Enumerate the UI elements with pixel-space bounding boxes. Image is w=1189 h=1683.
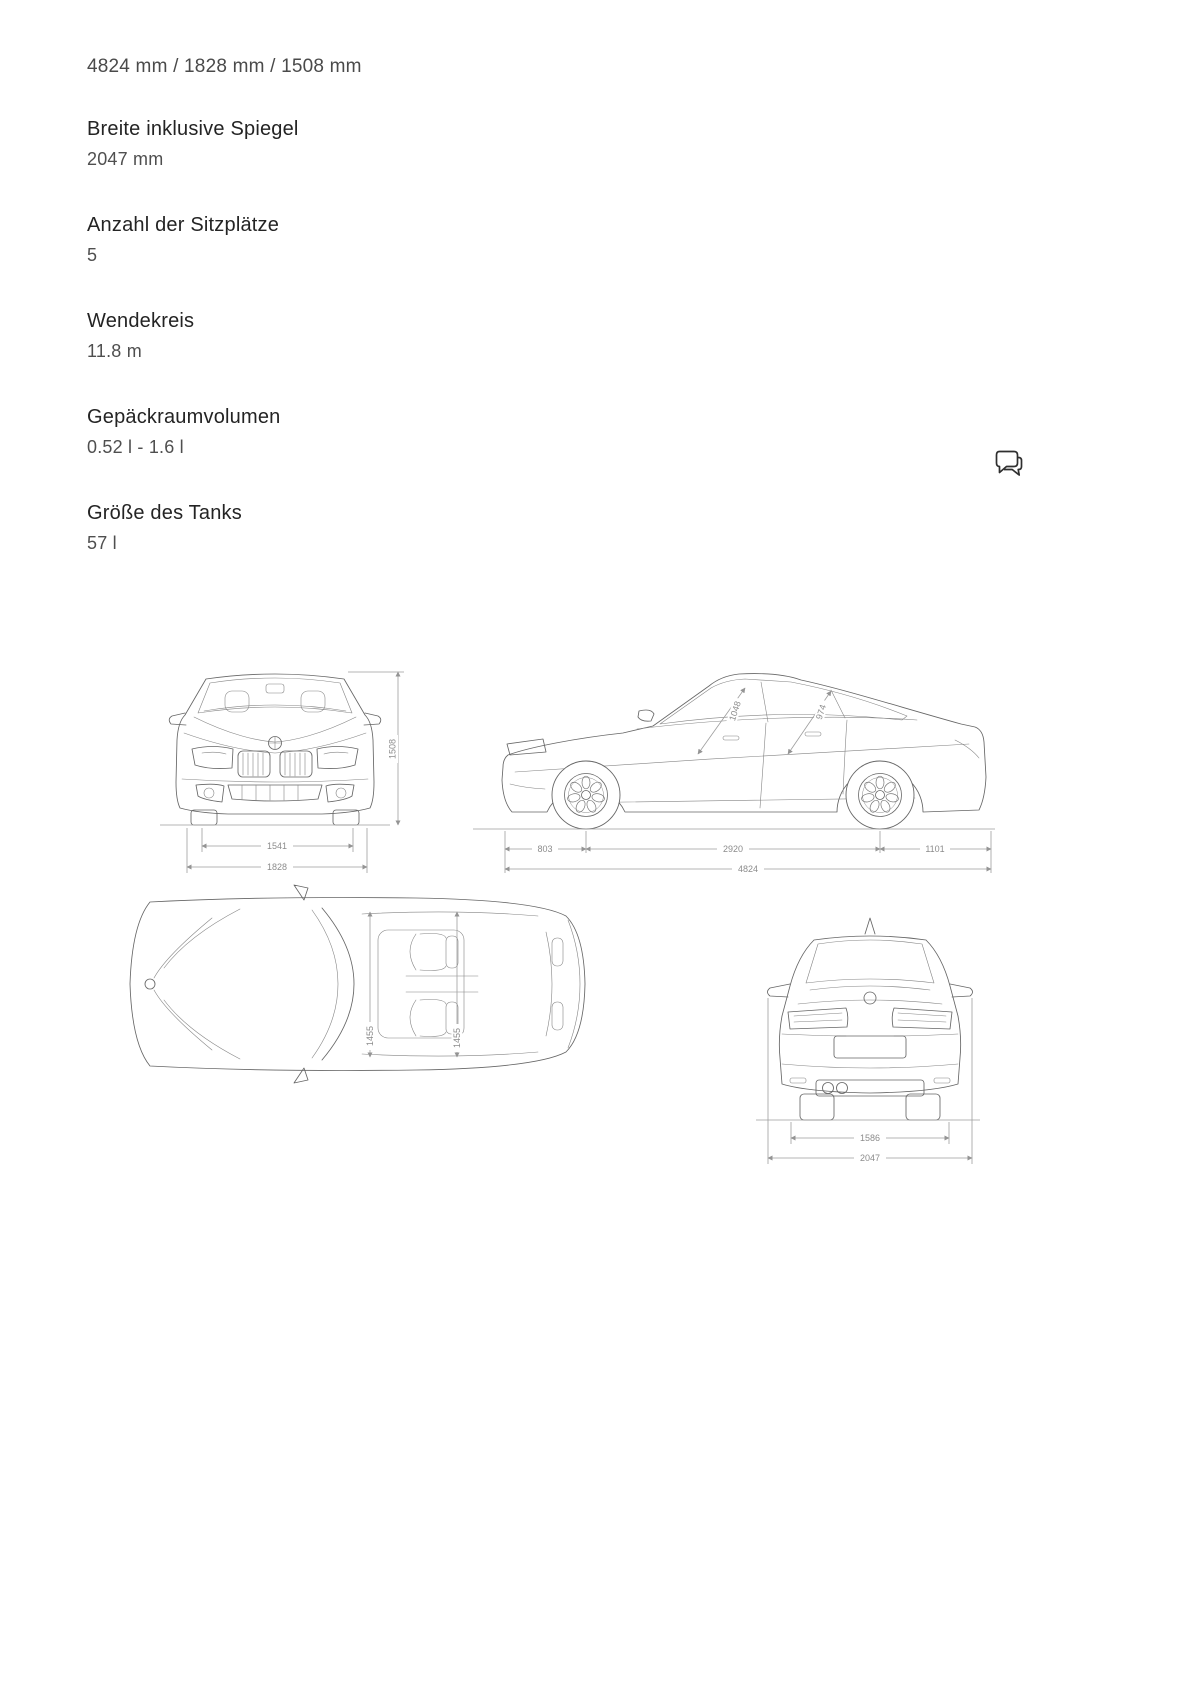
spec-value: 0.52 l - 1.6 l <box>87 437 184 457</box>
side-headroom-rear-dimension <box>788 691 831 754</box>
dim-label-shoulder-front: 1455 <box>365 1025 376 1047</box>
dim-label-rear-overhang: 1101 <box>925 844 945 855</box>
spec-value: 57 l <box>87 533 117 553</box>
front-track-dimension <box>202 828 353 852</box>
spec-item-luggage-volume <box>87 406 647 458</box>
side-headroom-front-dimension <box>698 688 745 754</box>
dim-label-shoulder-rear: 1455 <box>452 1027 463 1049</box>
top-view-drawing <box>116 876 600 1094</box>
dim-label-width: 1828 <box>266 862 288 873</box>
spec-label: Anzahl der Sitzplätze <box>87 214 280 236</box>
spec-value: 11.8 m <box>87 341 142 361</box>
spec-item-turning-circle <box>87 310 647 362</box>
spec-item-seats <box>87 214 647 266</box>
rear-car-outline <box>768 918 973 1120</box>
top-rear-seats <box>546 932 563 1036</box>
dim-label-front-overhang: 803 <box>537 844 553 855</box>
chat-bubbles-icon <box>990 446 1026 482</box>
rear-taillights <box>788 1008 952 1029</box>
spec-label: Breite inklusive Spiegel <box>87 118 299 140</box>
spec-label: Größe des Tanks <box>87 502 242 524</box>
spec-list <box>87 56 647 598</box>
spec-item-mirror-width <box>87 118 647 170</box>
spec-label: Gepäckraumvolumen <box>87 406 281 428</box>
side-length-dimension <box>505 864 991 875</box>
dim-label-track: 1541 <box>266 841 288 852</box>
dim-label-mirror-width: 2047 <box>859 1153 881 1164</box>
front-view-drawing <box>138 612 412 880</box>
dim-label-headroom-front: 1048 <box>727 699 743 723</box>
top-shoulder-rear-dimension <box>452 912 463 1057</box>
rear-track-dimension <box>791 1122 949 1144</box>
top-car-outline <box>130 885 585 1083</box>
spec-value: 2047 mm <box>87 149 164 169</box>
dim-label-headroom-rear: 974 <box>813 703 829 721</box>
spec-item-tank-size <box>87 502 647 554</box>
side-view-drawing <box>455 612 1000 880</box>
dim-label-length: 4824 <box>737 864 759 875</box>
top-shoulder-front-dimension <box>365 912 376 1057</box>
spec-value: 5 <box>87 245 98 265</box>
dim-label-rear-track: 1586 <box>859 1133 881 1144</box>
spec-label: Wendekreis <box>87 310 195 332</box>
rear-view-drawing <box>718 886 982 1174</box>
dim-label-wheelbase: 2920 <box>722 844 744 855</box>
side-front-wheel <box>552 761 620 829</box>
top-front-seats <box>410 934 458 1037</box>
overall-dimensions-value: 4824 mm / 1828 mm / 1508 mm <box>87 56 362 77</box>
side-rear-wheel <box>846 761 914 829</box>
feedback-button[interactable] <box>990 446 1026 482</box>
front-car-outline <box>169 674 381 825</box>
dim-label-height: 1508 <box>387 738 398 760</box>
